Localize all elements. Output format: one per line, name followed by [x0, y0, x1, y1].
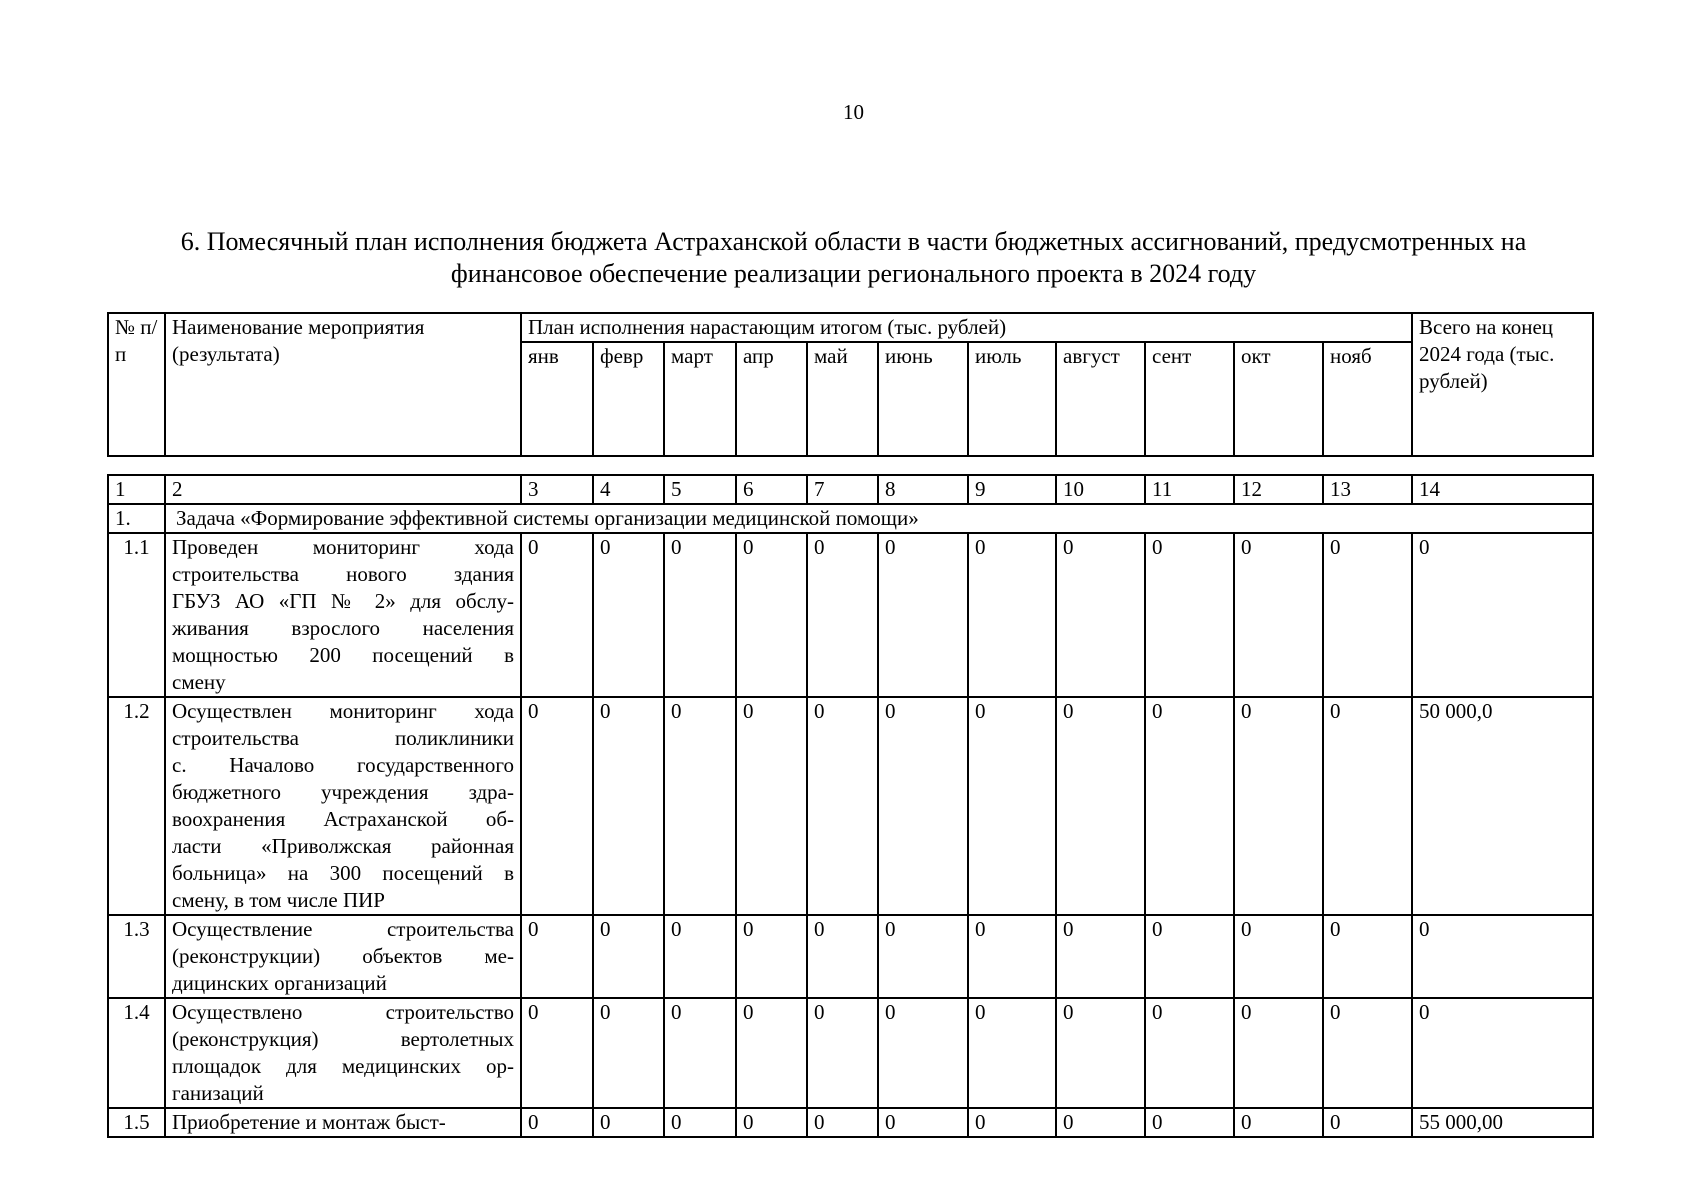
month-value: 0: [878, 915, 968, 998]
month-value: 0: [736, 1108, 807, 1137]
month-value: 0: [1234, 533, 1323, 697]
row-total: 0: [1412, 915, 1593, 998]
month-value: 0: [521, 1108, 593, 1137]
month-value: 0: [968, 1108, 1056, 1137]
month-value: 0: [1234, 915, 1323, 998]
column-number: 8: [878, 475, 968, 504]
month-value: 0: [1056, 1108, 1145, 1137]
month-value: 0: [1145, 697, 1234, 915]
month-value: 0: [878, 533, 968, 697]
header-month: май: [807, 342, 878, 456]
row-name-line: строительства нового здания: [172, 562, 514, 586]
column-number: 1: [108, 475, 165, 504]
month-value: 0: [968, 915, 1056, 998]
budget-table-header: [107, 312, 1594, 457]
column-number: 10: [1056, 475, 1145, 504]
month-value: 0: [1145, 915, 1234, 998]
column-number: 3: [521, 475, 593, 504]
month-value: 0: [1323, 697, 1412, 915]
month-value: 0: [593, 697, 664, 915]
month-value: 0: [593, 533, 664, 697]
column-number: 12: [1234, 475, 1323, 504]
row-number: 1.1: [108, 533, 165, 697]
row-name-line: Проведен мониторинг хода: [172, 535, 514, 559]
month-value: 0: [1145, 1108, 1234, 1137]
month-value: 0: [1145, 998, 1234, 1108]
header-month: апр: [736, 342, 807, 456]
task-num: 1.: [108, 504, 165, 533]
month-value: 0: [807, 533, 878, 697]
month-value: 0: [1323, 915, 1412, 998]
month-value: 0: [807, 998, 878, 1108]
table-row: [108, 697, 1593, 915]
title-line-1: 6. Помесячный план исполнения бюджета Астраханской области в части бюджетных ассигнований, предусмотренных на: [180, 227, 1527, 256]
row-total: 50 000,0: [1412, 697, 1593, 915]
row-number: 1.4: [108, 998, 165, 1108]
row-number: 1.2: [108, 697, 165, 915]
row-name-line: смену: [172, 670, 226, 694]
month-value: 0: [807, 915, 878, 998]
month-value: 0: [521, 697, 593, 915]
row-name-line: Осуществление строительства: [172, 917, 514, 941]
month-value: 0: [664, 1108, 736, 1137]
month-value: 0: [736, 533, 807, 697]
page-number: 10: [843, 100, 864, 124]
budget-table-body: [107, 474, 1594, 1138]
month-value: 0: [968, 533, 1056, 697]
row-name-line: Осуществлен мониторинг хода: [172, 699, 514, 723]
column-number: 5: [664, 475, 736, 504]
month-value: 0: [521, 533, 593, 697]
month-value: 0: [1056, 533, 1145, 697]
month-value: 0: [664, 697, 736, 915]
month-value: 0: [521, 915, 593, 998]
table-row: [108, 915, 1593, 998]
row-name-line: ганизаций: [172, 1081, 264, 1105]
month-value: 0: [1323, 533, 1412, 697]
month-value: 0: [1056, 998, 1145, 1108]
table-row: [108, 533, 1593, 697]
row-number: 1.5: [108, 1108, 165, 1137]
task-row: [108, 504, 1593, 533]
row-name-line: ласти «Приволжская районная: [172, 834, 514, 858]
row-name-line: живания взрослого населения: [172, 616, 514, 640]
month-value: 0: [1056, 915, 1145, 998]
month-value: 0: [878, 1108, 968, 1137]
month-value: 0: [1056, 697, 1145, 915]
row-name: [165, 915, 521, 998]
document-title: [120, 226, 1587, 290]
header-num: № п/п: [108, 313, 165, 456]
month-value: 0: [968, 697, 1056, 915]
row-name-line: строительства поликлиники: [172, 726, 514, 750]
row-total: 0: [1412, 998, 1593, 1108]
month-value: 0: [878, 998, 968, 1108]
row-name-line: Осуществлено строительство: [172, 1000, 514, 1024]
row-name-line: площадок для медицинских ор-: [172, 1054, 514, 1078]
header-month: август: [1056, 342, 1145, 456]
row-name-line: больница» на 300 посещений в: [172, 861, 514, 885]
header-month: янв: [521, 342, 593, 456]
row-total: 0: [1412, 533, 1593, 697]
row-name-line: бюджетного учреждения здра-: [172, 780, 514, 804]
row-name: [165, 998, 521, 1108]
month-value: 0: [664, 915, 736, 998]
row-name: [165, 533, 521, 697]
column-number: 9: [968, 475, 1056, 504]
row-name-line: (реконструкции) объектов ме-: [172, 944, 514, 968]
column-number: 4: [593, 475, 664, 504]
column-number: 6: [736, 475, 807, 504]
month-value: 0: [736, 915, 807, 998]
header-month: март: [664, 342, 736, 456]
header-month: июнь: [878, 342, 968, 456]
month-value: 0: [521, 998, 593, 1108]
month-value: 0: [1145, 533, 1234, 697]
month-value: 0: [807, 1108, 878, 1137]
month-value: 0: [807, 697, 878, 915]
month-value: 0: [1323, 998, 1412, 1108]
header-month: сент: [1145, 342, 1234, 456]
row-name-line: мощностью 200 посещений в: [172, 643, 514, 667]
header-month: июль: [968, 342, 1056, 456]
month-value: 0: [1234, 1108, 1323, 1137]
row-name: [165, 1108, 521, 1137]
row-name-line: дицинских организаций: [172, 971, 387, 995]
row-name-line: воохранения Астраханской об-: [172, 807, 514, 831]
task-title: Задача «Формирование эффективной системы организации медицинской помощи»: [165, 504, 1593, 533]
column-numbers-row: [108, 475, 1593, 504]
column-number: 11: [1145, 475, 1234, 504]
row-total: 55 000,00: [1412, 1108, 1593, 1137]
month-value: 0: [593, 998, 664, 1108]
column-number: 14: [1412, 475, 1593, 504]
header-month: февр: [593, 342, 664, 456]
header-month: окт: [1234, 342, 1323, 456]
row-name-line: с. Началово государственного: [172, 753, 514, 777]
header-month: нояб: [1323, 342, 1412, 456]
header-name: Наименование мероприятия (результата): [165, 313, 521, 456]
month-value: 0: [593, 915, 664, 998]
title-line-2: финансовое обеспечение реализации регионального проекта в 2024 году: [450, 259, 1257, 288]
month-value: 0: [664, 533, 736, 697]
row-name-line: (реконструкция) вертолетных: [172, 1027, 514, 1051]
column-number: 7: [807, 475, 878, 504]
month-value: 0: [593, 1108, 664, 1137]
header-total: Всего на конец 2024 года (тыс. рублей): [1412, 313, 1593, 456]
month-value: 0: [1323, 1108, 1412, 1137]
row-name: [165, 697, 521, 915]
table-row: [108, 998, 1593, 1108]
month-value: 0: [968, 998, 1056, 1108]
month-value: 0: [878, 697, 968, 915]
month-value: 0: [736, 998, 807, 1108]
row-number: 1.3: [108, 915, 165, 998]
column-number: 13: [1323, 475, 1412, 504]
header-plan: План исполнения нарастающим итогом (тыс. рублей): [521, 313, 1412, 342]
row-name-line: смену, в том числе ПИР: [172, 888, 385, 912]
month-value: 0: [736, 697, 807, 915]
month-value: 0: [664, 998, 736, 1108]
month-value: 0: [1234, 697, 1323, 915]
table-row: [108, 1108, 1593, 1137]
row-name-line: Приобретение и монтаж быст-: [172, 1110, 446, 1134]
row-name-line: ГБУЗ АО «ГП № 2» для обслу-: [172, 589, 514, 613]
column-number: 2: [165, 475, 521, 504]
month-value: 0: [1234, 998, 1323, 1108]
